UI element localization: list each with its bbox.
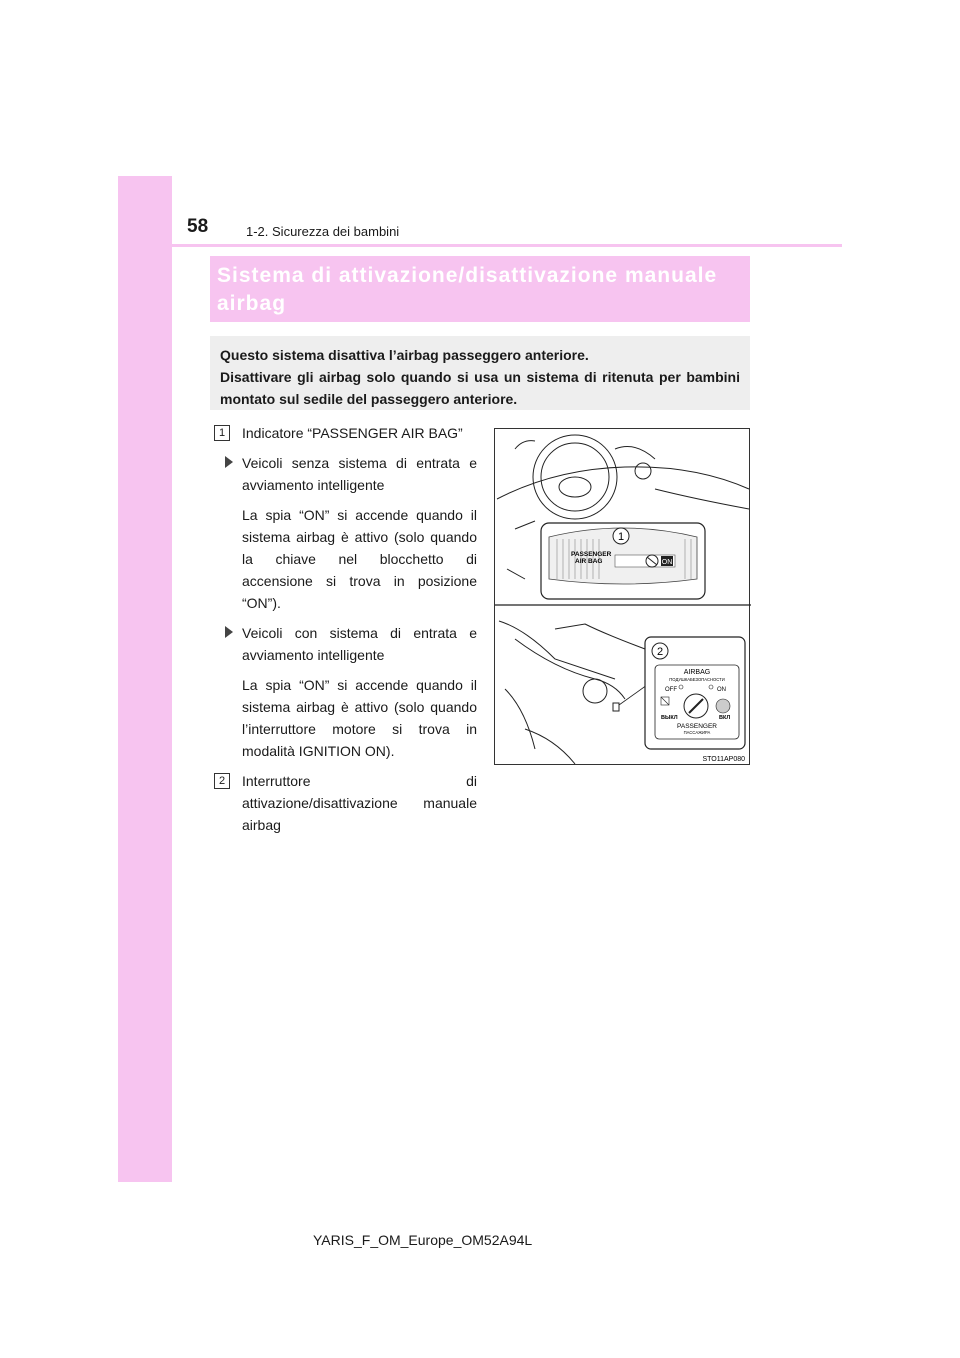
section-title-line-2: airbag <box>217 292 287 315</box>
item-number-badge: 1 <box>214 425 230 441</box>
sub-paragraph: La spia “ON” si accende quando il sistema airbag è attivo (solo quando l’interruttore motore si trova in modalità IGNITION ON). <box>242 677 477 759</box>
section-title-box <box>210 256 750 322</box>
section-title-line-1: Sistema di attivazione/disattivazione manuale <box>217 264 718 287</box>
sub-heading-text: Veicoli con sistema di entrata e avviamento intelligente <box>242 625 477 663</box>
dashboard-illustration <box>494 428 750 765</box>
item-number-badge: 2 <box>214 773 230 789</box>
item-text: Interruttore di attivazione/disattivazione manuale airbag <box>242 773 477 833</box>
airbag-on-icon <box>716 699 730 713</box>
switch-airbag-ru-label: ПОДУШКАБЕЗОПАСНОСТИ <box>669 677 725 682</box>
sub-heading <box>214 622 477 666</box>
intro-box <box>210 336 750 410</box>
figure-code: STO11AP080 <box>702 756 745 763</box>
indicator-label-airbag: AIR BAG <box>575 558 603 565</box>
section-label: 1-2. Sicurezza dei bambini <box>246 224 400 239</box>
item-2 <box>214 770 477 836</box>
switch-off-label: OFF <box>665 687 677 693</box>
switch-airbag-label: AIRBAG <box>683 669 711 676</box>
indicator-on-label: ON <box>661 559 673 566</box>
item-text: Indicatore “PASSENGER AIR BAG” <box>242 425 463 441</box>
intro-line-2: Disattivare gli airbag solo quando si usa un sistema di ritenuta per bambini montato sul sedile del passeggero anteriore. <box>220 369 740 407</box>
side-tab-band <box>118 176 172 1182</box>
switch-passenger-label: PASSENGER <box>677 723 717 730</box>
triangle-bullet-icon <box>225 456 233 468</box>
triangle-bullet-icon <box>225 626 233 638</box>
indicator-label-passenger: PASSENGER <box>571 551 612 558</box>
illustration-svg <box>495 429 751 766</box>
switch-passenger-ru-label: ПАССАЖИРА <box>683 730 711 735</box>
switch-on-ru-label: ВКЛ <box>719 715 731 721</box>
page-number: 58 <box>187 216 209 237</box>
item-1 <box>214 422 477 444</box>
sub-heading-text: Veicoli senza sistema di entrata e avviamento intelligente <box>242 455 477 493</box>
switch-off-ru-label: ВЫКЛ <box>661 715 678 721</box>
sub-heading <box>214 452 477 496</box>
body-column <box>214 422 477 844</box>
callout-2: 2 <box>656 646 664 658</box>
intro-line-1: Questo sistema disattiva l’airbag passeggero anteriore. <box>220 347 589 363</box>
sub-paragraph: La spia “ON” si accende quando il sistema airbag è attivo (solo quando la chiave nel blocchetto di accensione si trova in posizione “ON”). <box>242 507 477 611</box>
header-rule <box>172 244 842 247</box>
footer-document-code: YARIS_F_OM_Europe_OM52A94L <box>313 1232 533 1248</box>
switch-on-label: ON <box>717 687 726 693</box>
callout-1: 1 <box>617 531 625 543</box>
